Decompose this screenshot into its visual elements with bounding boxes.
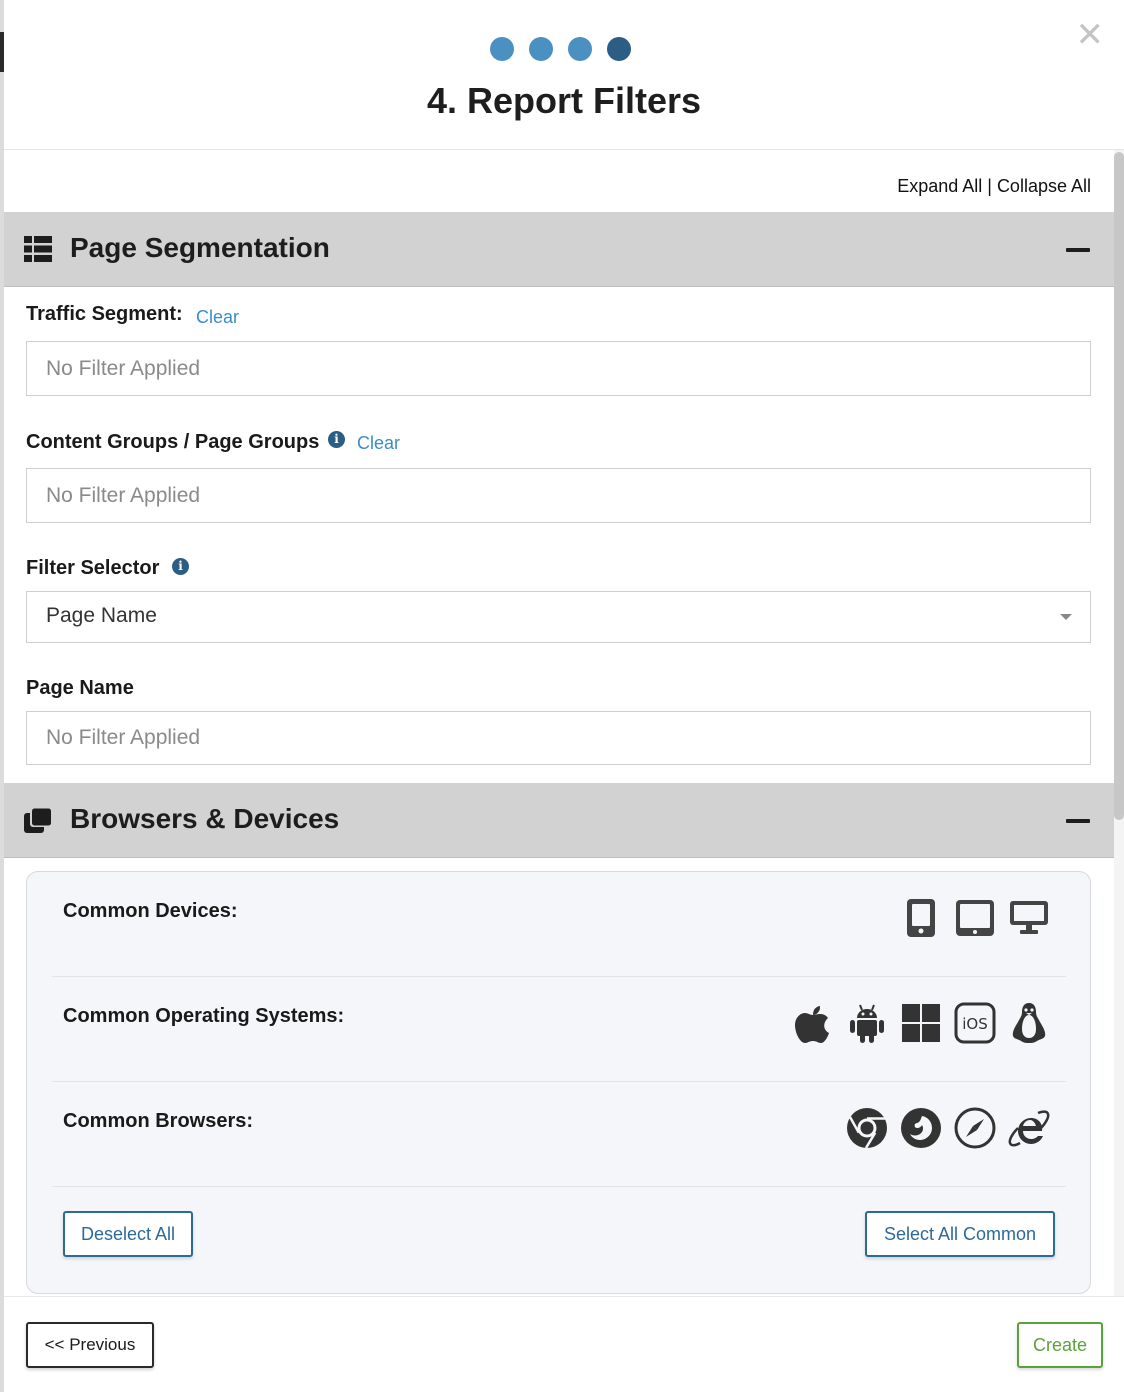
apple-icon[interactable]	[791, 1001, 835, 1045]
step-dot-4-active	[607, 37, 631, 61]
browsers-devices-panel	[26, 871, 1091, 1294]
section-title: Browsers & Devices	[70, 803, 340, 834]
linux-icon[interactable]	[1007, 1001, 1051, 1045]
device-icon-list	[899, 896, 1051, 940]
info-icon[interactable]: i	[172, 558, 189, 575]
browsers-row	[52, 1082, 1066, 1187]
select-all-common-button[interactable]: Select All Common	[865, 1211, 1055, 1257]
content-groups-clear-link[interactable]: Clear	[357, 433, 401, 453]
previous-button[interactable]: << Previous	[26, 1322, 154, 1368]
operating-systems-label: Common Operating Systems:	[63, 1005, 345, 1027]
os-icon-list	[791, 1001, 1051, 1045]
section-title: Page Segmentation	[70, 232, 330, 263]
desktop-icon[interactable]	[1007, 896, 1051, 940]
firefox-icon[interactable]	[899, 1106, 943, 1150]
modal-header	[4, 0, 1124, 150]
mobile-icon[interactable]	[899, 896, 943, 940]
scrollbar-thumb[interactable]	[1114, 152, 1124, 820]
collapse-all-link[interactable]: Collapse All	[996, 176, 1091, 196]
clone-icon	[24, 807, 52, 833]
close-icon[interactable]: ✕	[1075, 16, 1104, 54]
browsers-label: Common Browsers:	[63, 1110, 254, 1132]
operating-systems-row	[52, 977, 1066, 1082]
page-name-label: Page Name	[26, 677, 134, 699]
deselect-all-button[interactable]: Deselect All	[63, 1211, 193, 1257]
step-dot-1	[490, 37, 514, 61]
step-dot-3	[568, 37, 592, 61]
devices-row	[52, 872, 1066, 977]
filter-selector-value: Page Name	[46, 604, 157, 627]
expand-collapse-separator: |	[982, 176, 997, 196]
expand-collapse-controls	[897, 176, 1091, 197]
background-edge	[0, 0, 4, 1392]
list-icon	[24, 236, 52, 262]
collapse-minus-icon[interactable]	[1066, 819, 1090, 823]
step-indicator	[490, 37, 631, 61]
traffic-segment-clear-link[interactable]: Clear	[196, 307, 240, 327]
devices-label: Common Devices:	[63, 900, 238, 922]
tablet-icon[interactable]	[953, 896, 997, 940]
chevron-down-icon	[1060, 614, 1072, 620]
safari-icon[interactable]	[953, 1106, 997, 1150]
ie-icon[interactable]	[1007, 1106, 1051, 1150]
step-dot-2	[529, 37, 553, 61]
info-icon[interactable]: i	[328, 431, 345, 448]
filter-selector-label: Filter Selector	[26, 557, 160, 579]
windows-icon[interactable]	[899, 1001, 943, 1045]
create-button[interactable]: Create	[1017, 1322, 1103, 1368]
chrome-icon[interactable]	[845, 1106, 889, 1150]
content-groups-input[interactable]	[26, 468, 1091, 523]
filter-selector-dropdown[interactable]	[26, 591, 1091, 643]
page-name-input[interactable]	[26, 711, 1091, 765]
ios-icon-text: iOS	[962, 1015, 988, 1033]
content-groups-label: Content Groups / Page Groups	[26, 431, 320, 453]
browser-icon-list	[845, 1106, 1051, 1150]
traffic-segment-input[interactable]	[26, 341, 1091, 396]
page-title: 4. Report Filters	[426, 80, 702, 121]
section-browsers-devices-header[interactable]	[4, 783, 1114, 858]
android-icon[interactable]	[845, 1001, 889, 1045]
traffic-segment-label: Traffic Segment:	[26, 303, 183, 325]
section-page-segmentation-header[interactable]	[4, 212, 1114, 287]
ios-icon[interactable]	[953, 1001, 997, 1045]
collapse-minus-icon[interactable]	[1066, 248, 1090, 252]
modal-footer	[4, 1296, 1124, 1392]
expand-all-link[interactable]: Expand All	[897, 176, 983, 196]
